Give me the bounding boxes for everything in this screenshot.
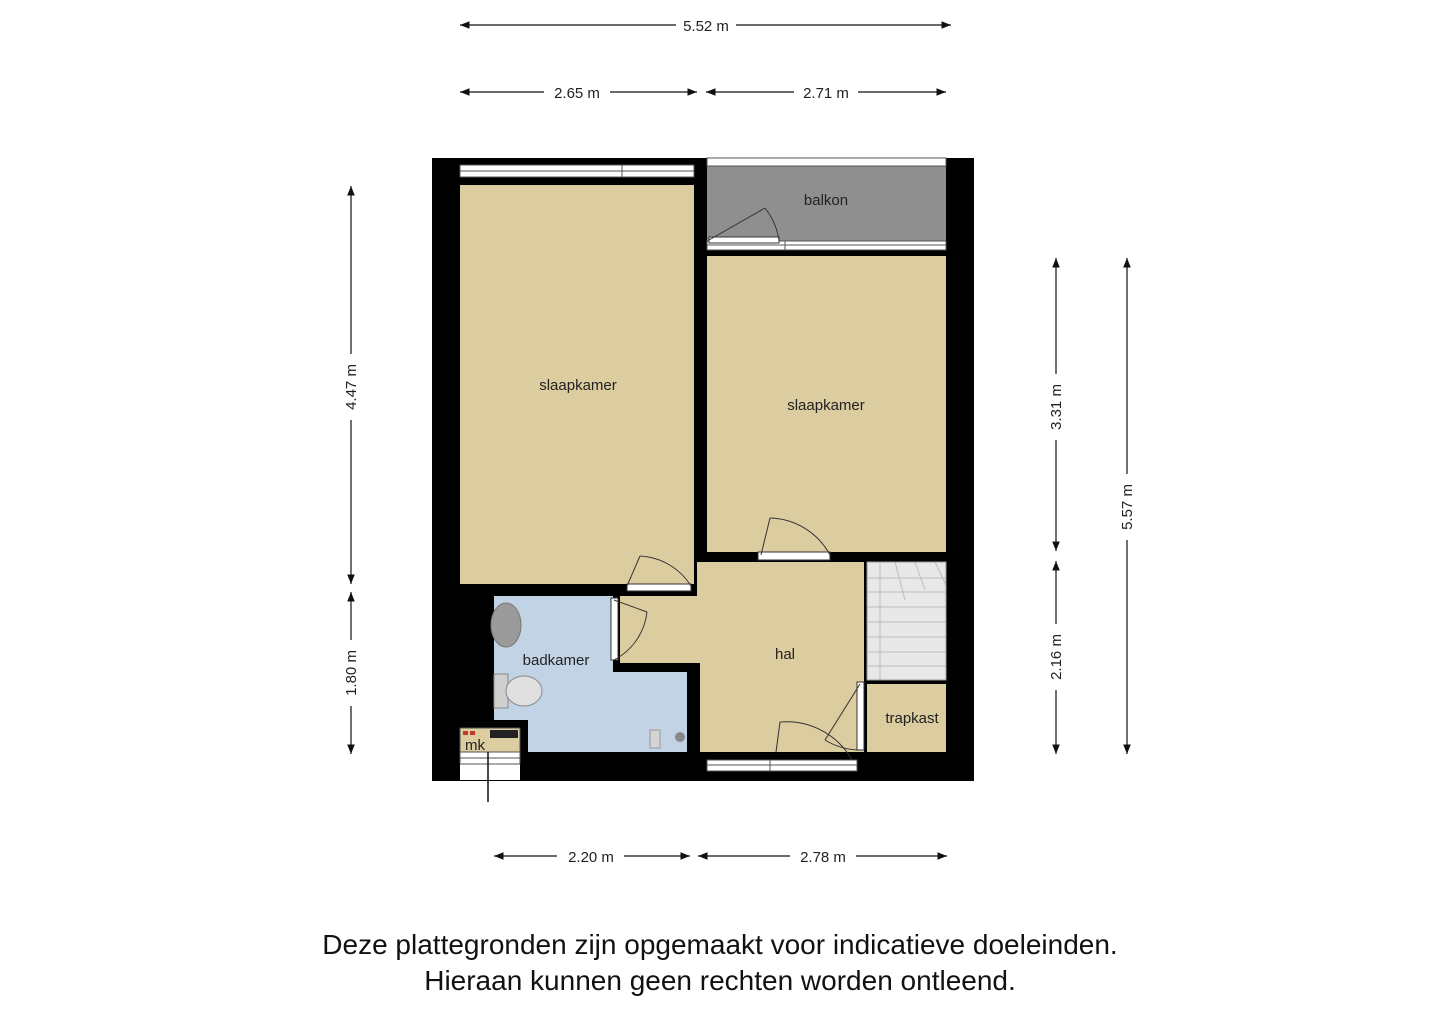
toilet-bowl-icon [506,676,542,706]
dim-bottom-left: 2.20 m [568,849,614,866]
dim-right-lower: 2.16 m [1048,634,1065,680]
bathroom-label: badkamer [522,652,590,669]
closet-label: trapkast [885,710,939,727]
dim-top-total: 5.52 m [683,18,729,35]
disclaimer-line-1: Deze plattegronden zijn opgemaakt voor indicatieve doeleinden. [322,929,1118,960]
dim-right-total: 5.57 m [1119,484,1136,530]
balcony-label: balkon [803,192,849,209]
sink-icon [491,603,521,647]
stairs [867,562,946,680]
disclaimer-line-2: Hieraan kunnen geen rechten worden ontleend. [424,965,1016,996]
dim-top-left: 2.65 m [554,85,600,102]
bedroom-left-label: slaapkamer [539,377,617,394]
dim-left-lower: 1.80 m [343,650,360,696]
dim-bottom-right: 2.78 m [800,849,846,866]
hall-label: hal [774,646,796,663]
drain-icon [675,732,685,742]
dim-right-upper: 3.31 m [1048,384,1065,430]
dim-left-upper: 4.47 m [343,364,360,410]
shower-tap-icon [650,730,660,748]
bedroom-right-label: slaapkamer [787,397,865,414]
dim-top-right: 2.71 m [803,85,849,102]
meter-cupboard-label: mk [465,737,485,754]
